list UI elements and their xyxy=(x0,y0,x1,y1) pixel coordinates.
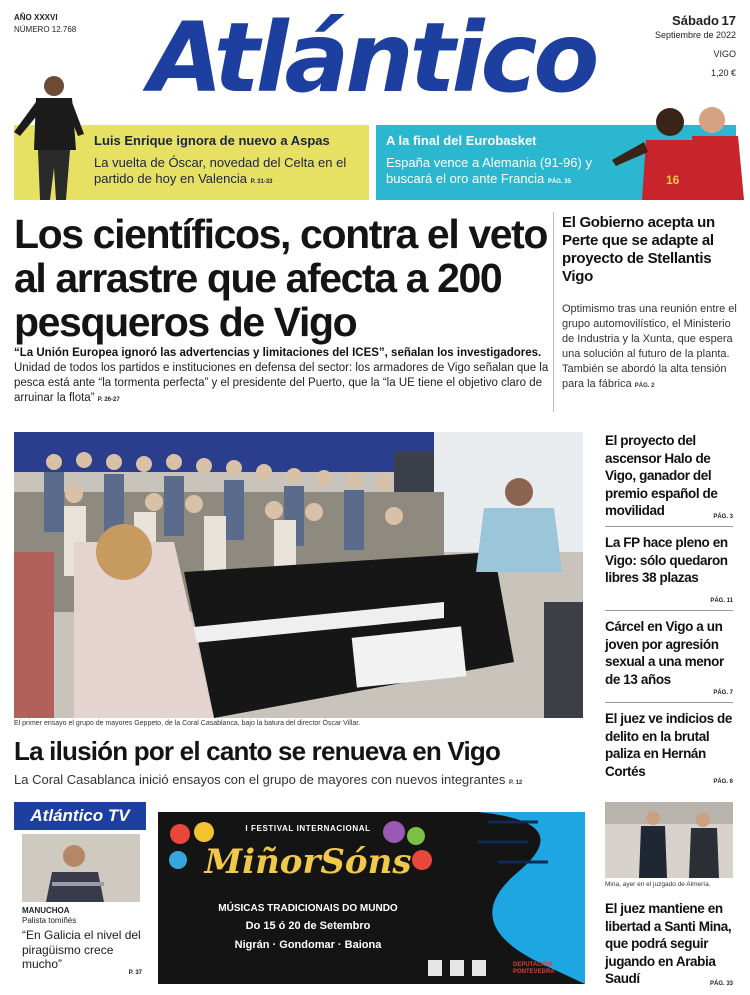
tv-quote: “En Galicia el nivel del piragüismo crece mucho” xyxy=(22,928,141,971)
atlantico-tv-box[interactable] xyxy=(14,802,146,982)
side-text: Optimismo tras una reunión entre el grupo automovilístico, el Ministerio de Industria y la Xunta, que espera una solución al futuro de la planta. También se abordó la alta tensión para la fábrica PÁG. 2 xyxy=(562,303,737,390)
page-ref: PÁG. 7 xyxy=(713,690,733,696)
ad-subtitle: I FESTIVAL INTERNACIONAL xyxy=(245,824,371,833)
page-ref: P. 12 xyxy=(509,780,523,786)
tv-name: MANUCHOA xyxy=(22,906,70,915)
teaser-text: España vence a Alemania (91-96) y buscará el oro ante Francia PÁG. 35 xyxy=(386,155,592,186)
day-label: Sábado xyxy=(672,13,720,28)
paddler-photo xyxy=(22,834,140,902)
photo-caption: El primer ensayo el grupo de mayores Geppeto, de la Coral Casablanca, bajo la batura del director Óscar Villar. xyxy=(14,720,361,727)
brief-headline[interactable]: Cárcel en Vigo a un joven por agresión sexual a una menor de 13 años xyxy=(605,619,724,687)
page-ref: PÁG. 6 xyxy=(713,779,733,785)
month-year: Septiembre de 2022 xyxy=(654,30,736,40)
ad-graphics xyxy=(158,812,585,984)
edition-meta xyxy=(14,12,76,36)
football-player-photo xyxy=(6,72,86,202)
page-ref: PÁG. 11 xyxy=(710,598,733,604)
photo-headline[interactable]: La ilusión por el canto se renueva en Vigo xyxy=(14,736,501,766)
page-ref: P. 26-27 xyxy=(97,397,120,403)
brief-photo-caption: Mina, ayer en el juzgado de Almería. xyxy=(605,881,711,888)
column-divider xyxy=(553,212,554,412)
lede-bold: “La Unión Europea ignoró las advertencias y limitaciones del ICES”, señalan los investigadores. xyxy=(14,347,542,359)
choir-rehearsal-photo xyxy=(14,432,583,718)
ad-title: MiñorSóns xyxy=(204,842,412,882)
day-number: 17 xyxy=(721,13,736,28)
tv-title: Atlántico TV xyxy=(14,802,146,830)
page-ref: PÁG. 3 xyxy=(713,514,733,520)
teaser-headline: Luis Enrique ignora de nuevo a Aspas xyxy=(94,133,330,148)
lead-headline[interactable]: Los científicos, contra el veto al arrastre que afecta a 200 pesqueros de Vigo xyxy=(14,211,548,345)
ad-dates: Do 15 ó 20 de Setembro xyxy=(245,920,371,932)
basketball-players-photo xyxy=(608,100,748,200)
tv-role: Palista tomiñés xyxy=(22,916,77,925)
date-meta xyxy=(655,14,736,80)
issue-label: NÚMERO 12.768 xyxy=(14,25,77,34)
lede-rest: Unidad de todos los partidos e instituciones en defensa del sector: los armadores de Vigo señalan que la pesca está ante “la tormenta perfecta” y el presidente del Puerto, que la “la UE tiene el objetivo claro de arruinar la flota” xyxy=(14,362,549,404)
brief-headline[interactable]: El proyecto del ascensor Halo de Vigo, ganador del premio español de movilidad xyxy=(605,433,718,518)
brief-headline[interactable]: La FP hace pleno en Vigo: sólo quedaron libres 38 plazas xyxy=(605,535,728,585)
year-label: AÑO XXXVI xyxy=(14,13,58,22)
brief-headline[interactable]: El juez mantiene en libertad a Santi Mina, que podrá seguir jugando en Arabia Saudí xyxy=(605,901,732,986)
newspaper-logo[interactable]: Atlántico xyxy=(148,2,596,114)
page-ref: P. 37 xyxy=(128,970,142,976)
brief-headline[interactable]: El juez ve indicios de delito en la brutal paliza en Hernán Cortés xyxy=(605,711,732,779)
brief-divider xyxy=(605,702,733,703)
price-label: 1,20 € xyxy=(710,68,736,78)
ad-music-line: MÚSICAS TRADICIONAIS DO MUNDO xyxy=(218,903,398,914)
photo-subhead: La Coral Casablanca inició ensayos con el grupo de mayores con nuevos integrantes P. 12 xyxy=(14,772,523,787)
teaser-text: La vuelta de Óscar, novedad del Celta en el partido de hoy en Valencia P. 31-33 xyxy=(94,155,347,186)
teaser-headline: A la final del Eurobasket xyxy=(386,133,537,148)
brief-divider xyxy=(605,610,733,611)
page-ref: PÁG. 33 xyxy=(709,981,733,987)
brief-divider xyxy=(605,526,733,527)
lead-lede xyxy=(14,346,549,408)
city-label: VIGO xyxy=(713,49,736,59)
festival-ad[interactable] xyxy=(158,812,585,984)
page-ref: P. 31-33 xyxy=(250,179,273,185)
svg-text:16: 16 xyxy=(666,173,680,187)
page-ref: PÁG. 2 xyxy=(634,383,655,389)
page-ref: PÁG. 35 xyxy=(547,179,571,185)
side-headline[interactable]: El Gobierno acepta un Perte que se adapte al proyecto de Stellantis Vigo xyxy=(562,214,715,285)
ad-organizer: DEPUTACIÓN PONTEVEDRA xyxy=(513,962,555,975)
court-photo xyxy=(605,802,733,878)
ad-venues: Nigrán · Gondomar · Baiona xyxy=(234,939,382,951)
